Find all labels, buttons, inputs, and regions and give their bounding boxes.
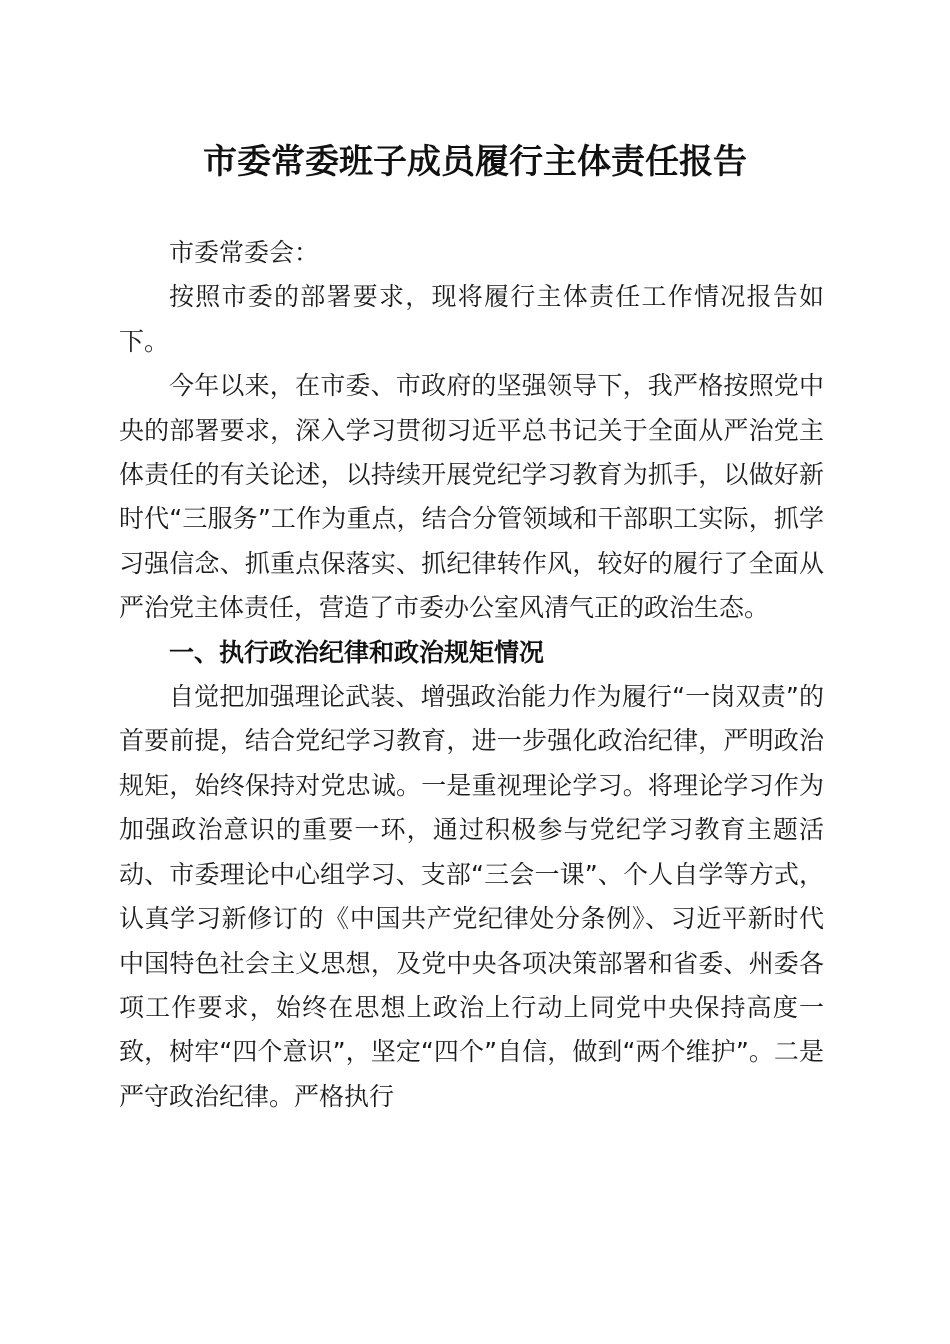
section-paragraph: 自觉把加强理论武装、增强政治能力作为履行“一岗双责”的首要前提，结合党纪学习教育，进一步强化政治纪律，严明政治规矩，始终保持对党忠诚。一是重视理论学习。将理论学习作为加强政治意识的重要一环，通过积极参与党纪学习教育主题活动、市委理论中心组学习、支部“三会一课”、个人自学等方式，认真学习新修订的《中国共产党纪律处分条例》、习近平新时代中国特色社会主义思想，及党中央各项决策部署和省委、州委各项工作要求，始终在思想上政治上行动上同党中央保持高度一致，树牢“四个意识”，坚定“四个”自信，做到“两个维护”。二是严守政治纪律。严格执行	[119, 682, 824, 1111]
salutation: 市委常委会：	[169, 238, 320, 267]
section-heading: 一、执行政治纪律和政治规矩情况	[169, 637, 545, 667]
overview-paragraph: 今年以来，在市委、市政府的坚强领导下，我严格按照党中央的部署要求，深入学习贯彻习近平总书记关于全面从严治党主体责任的有关论述，以持续开展党纪学习教育为抓手，以做好新时代“三服务”工作为重点，结合分管领域和干部职工实际，抓学习强信念、抓重点保落实、抓纪律转作风，较好的履行了全面从严治党主体责任，营造了市委办公室风清气正的政治生态。	[119, 371, 824, 623]
document-body	[119, 231, 824, 1119]
intro-paragraph: 按照市委的部署要求，现将履行主体责任工作情况报告如下。	[119, 282, 824, 356]
document-title: 市委常委班子成员履行主体责任报告	[203, 142, 747, 182]
